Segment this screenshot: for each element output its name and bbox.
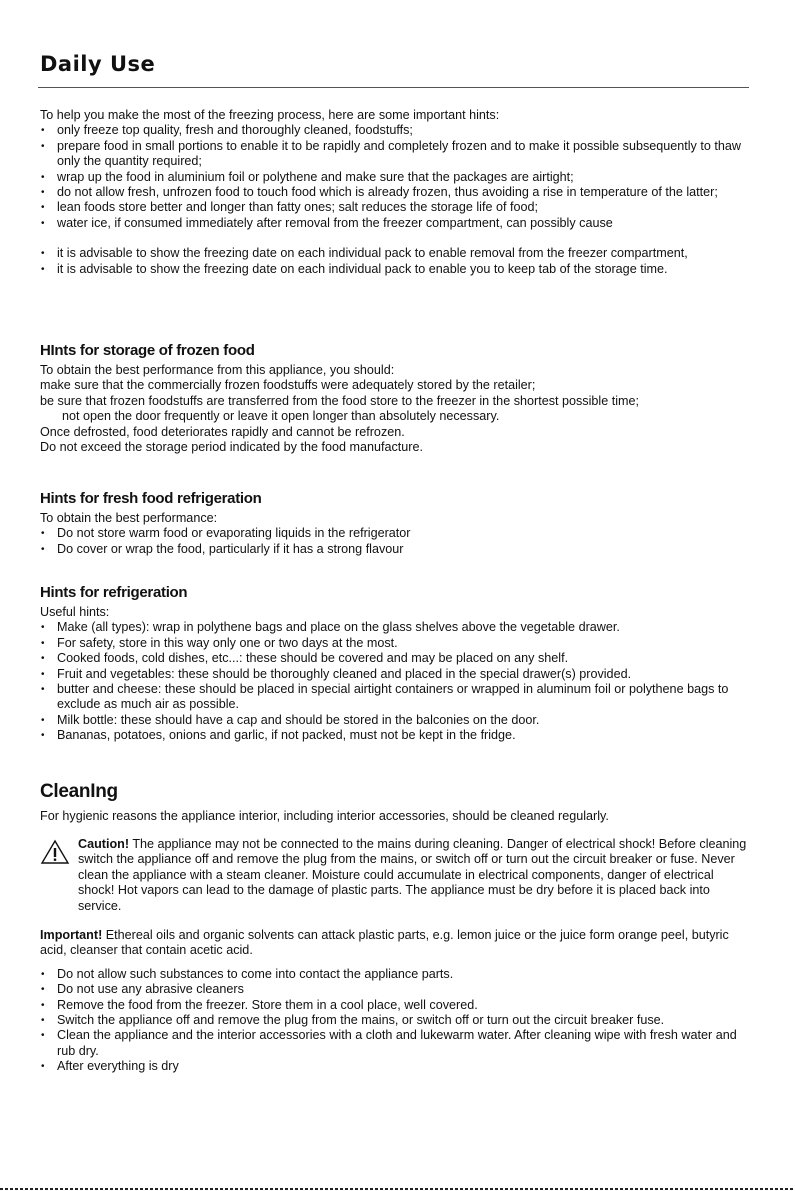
- caution-body: The appliance may not be connected to the mains during cleaning. Danger of electrical shock! Before cleaning switch the appliance off and remove the plug from the mains, or switch off or turn out the circuit breaker or fuse. Never clean the appliance with a steam cleaner. Moisture could accumulate in electrical components, danger of electrical shock! Hot vapors can lead to the damage of plastic parts. The appliance must be dry before it is placed back into service.: [78, 837, 747, 913]
- paragraph: make sure that the commercially frozen foodstuffs were adequately stored by the retailer;: [40, 378, 536, 393]
- list-item: • wrap up the food in aluminium foil or polythene and make sure that the packages are airtight;: [40, 170, 755, 185]
- page-bottom-border: [0, 1188, 795, 1190]
- list-item: • Clean the appliance and the interior accessories with a cloth and lukewarm water. After cleaning wipe with fresh water and rub dry.: [40, 1028, 755, 1059]
- list-item: • Milk bottle: these should have a cap and should be stored in the balconies on the door.: [40, 713, 755, 728]
- freezing-hints-section: [40, 108, 755, 277]
- important-paragraph: [40, 928, 755, 959]
- list-item: • After everything is dry: [40, 1059, 755, 1074]
- important-label: Important!: [40, 928, 103, 942]
- list-item: • do not allow fresh, unfrozen food to touch food which is already frozen, thus avoiding a rise in temperature of the latter;: [40, 185, 755, 200]
- list-item: • butter and cheese: these should be placed in special airtight containers or wrapped in aluminum foil or polythene bags to exclude as much air as possible.: [40, 682, 755, 713]
- section-heading: Hints for fresh food refrigeration: [40, 490, 262, 507]
- paragraph: Once defrosted, food deteriorates rapidly and cannot be refrozen.: [40, 424, 405, 439]
- page-title: Daily Use: [40, 52, 156, 76]
- paragraph: To obtain the best performance from this appliance, you should:: [40, 363, 395, 377]
- list-item: • Do not use any abrasive cleaners: [40, 982, 755, 997]
- frozen-storage-section: [40, 342, 755, 455]
- list-item: • Do cover or wrap the food, particularly if it has a strong flavour: [40, 542, 755, 557]
- paragraph: be sure that frozen foodstuffs are transferred from the food store to the freezer in the shortest possible time;: [40, 393, 639, 408]
- list-item: • For safety, store in this way only one or two days at the most.: [40, 636, 755, 651]
- list-item: • Remove the food from the freezer. Store them in a cool place, well covered.: [40, 998, 755, 1013]
- paragraph: not open the door frequently or leave it open longer than absolutely necessary.: [62, 409, 500, 424]
- fresh-food-section: [40, 490, 755, 557]
- list-item: • Fruit and vegetables: these should be thoroughly cleaned and placed in the special drawer(s) provided.: [40, 667, 755, 682]
- list-item: • Do not store warm food or evaporating liquids in the refrigerator: [40, 526, 755, 541]
- freezing-intro: To help you make the most of the freezing process, here are some important hints:: [40, 108, 500, 122]
- paragraph: Do not exceed the storage period indicated by the food manufacture.: [40, 440, 423, 455]
- important-body: Ethereal oils and organic solvents can attack plastic parts, e.g. lemon juice or the juice form orange peel, butyric acid, cleanser that contain acetic acid.: [40, 928, 729, 958]
- list-item: • Do not allow such substances to come into contact the appliance parts.: [40, 967, 755, 982]
- warning-icon: [40, 839, 70, 865]
- list-item: • it is advisable to show the freezing date on each individual pack to enable you to keep tab of the storage time.: [40, 262, 755, 277]
- list-item: • prepare food in small portions to enable it to be rapidly and completely frozen and to make it possible subsequently to thaw only the quantity required;: [40, 139, 755, 170]
- list-item: • water ice, if consumed immediately after removal from the freezer compartment, can possibly cause: [40, 216, 755, 231]
- paragraph: To obtain the best performance:: [40, 511, 218, 525]
- important-notice: [40, 928, 755, 1075]
- caution-label: Caution!: [78, 837, 130, 851]
- list-item: • it is advisable to show the freezing date on each individual pack to enable removal from the freezer compartment,: [40, 246, 755, 261]
- list-item: • Cooked foods, cold dishes, etc...: these should be covered and may be placed on any shelf.: [40, 651, 755, 666]
- list-item: • only freeze top quality, fresh and thoroughly cleaned, foodstuffs;: [40, 123, 755, 138]
- section-heading: HInts for storage of frozen food: [40, 342, 255, 359]
- list-item: • lean foods store better and longer than fatty ones; salt reduces the storage life of food;: [40, 200, 755, 215]
- list-item: • Bananas, potatoes, onions and garlic, if not packed, must not be kept in the fridge.: [40, 728, 755, 743]
- paragraph: Useful hints:: [40, 605, 110, 619]
- cleaning-section: [40, 781, 755, 824]
- caution-notice: [40, 837, 750, 914]
- title-divider: [38, 87, 749, 88]
- caution-text: [78, 837, 750, 914]
- section-heading: Hints for refrigeration: [40, 584, 188, 601]
- list-item: • Switch the appliance off and remove the plug from the mains, or switch off or turn out the circuit breaker fuse.: [40, 1013, 755, 1028]
- paragraph: For hygienic reasons the appliance interior, including interior accessories, should be cleaned regularly.: [40, 809, 609, 823]
- section-heading: CleanIng: [40, 781, 118, 802]
- list-item: • Make (all types): wrap in polythene bags and place on the glass shelves above the vegetable drawer.: [40, 620, 755, 635]
- refrigeration-section: [40, 584, 755, 744]
